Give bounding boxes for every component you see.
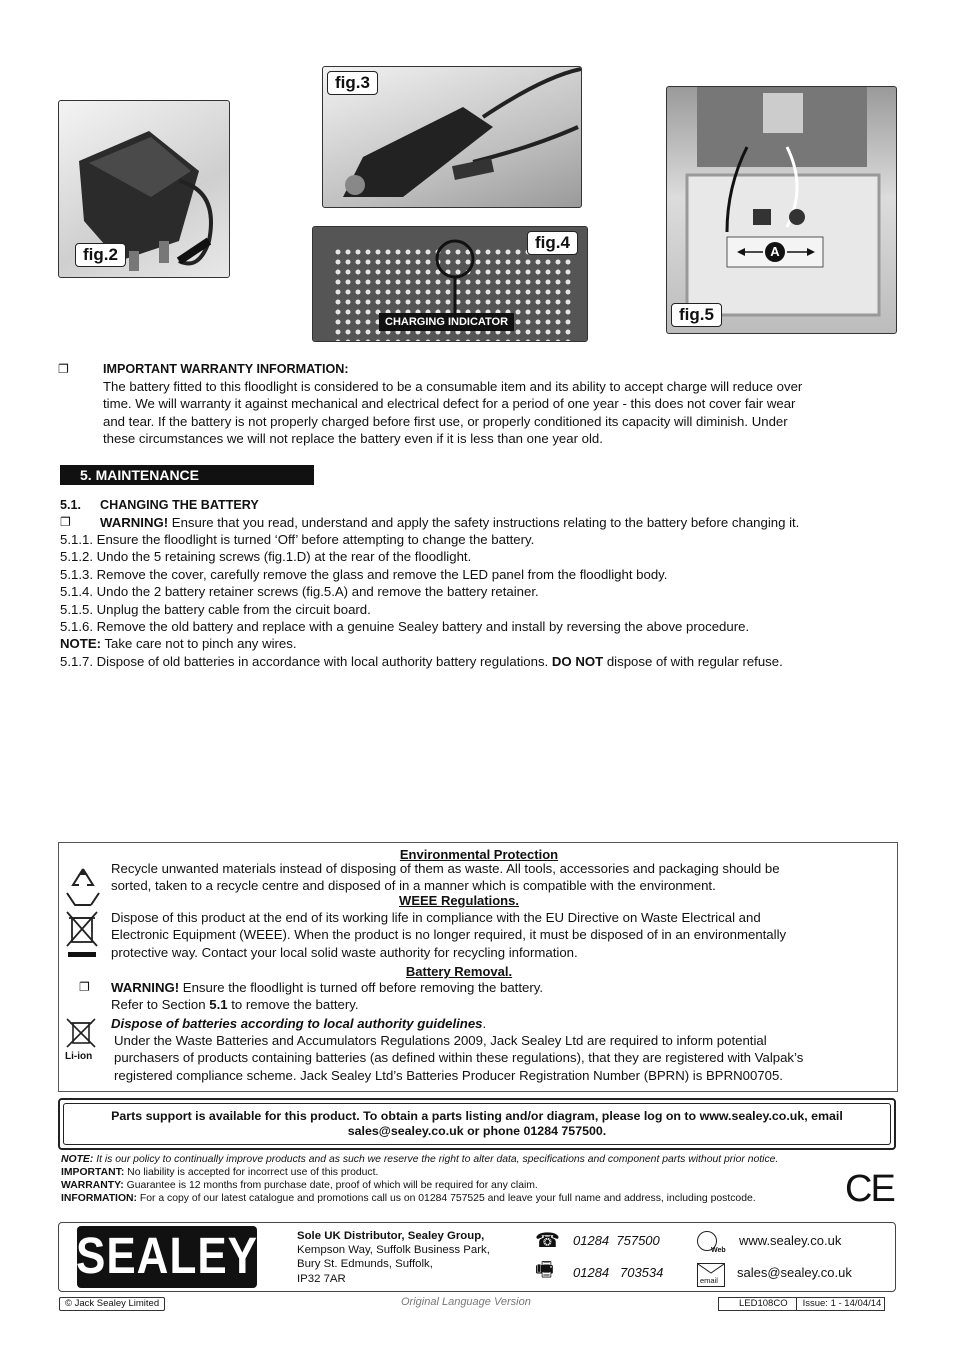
step-6: 5.1.6. Remove the old battery and replace with a genuine Sealey battery and install by reversing the above procedure. (60, 619, 750, 635)
maintenance-warning-text: Ensure that you read, understand and apply the safety instructions relating to the battery before changing it. (168, 515, 800, 530)
battery-refer-section: 5.1 (209, 997, 228, 1013)
step-7-text-a: 5.1.7. Dispose of old batteries in accordance with local authority battery regulations. (60, 653, 552, 669)
subsection-number: 5.1. (60, 498, 82, 512)
warranty-line-2: time. We will warranty it against mechanical and electrical defect for a period of one year - this does not cover fair wear (103, 396, 796, 412)
battery-warning-label: WARNING! (111, 980, 180, 995)
maintenance-note (60, 635, 900, 652)
charging-indicator-label: CHARGING INDICATOR (379, 313, 514, 331)
parts-line-1: Parts support is available for this product. To obtain a parts listing and/or diagram, please log on to www.sealey.co.uk, email (111, 1109, 843, 1123)
fig3-label: fig.3 (327, 71, 378, 95)
fig4-label: fig.4 (527, 231, 578, 255)
step-7-bold: DO NOT (551, 653, 604, 669)
battery-warning-bullet: ❐ (79, 980, 90, 994)
warranty-line-3: and tear. If the battery is not properly charged before first use, or properly conditioned its capacity will diminish. Under (103, 413, 788, 429)
phone-icon: ☎ (535, 1230, 560, 1252)
parts-line-2: sales@sealey.co.uk or phone 01284 757500. (347, 1124, 607, 1138)
address-line-1: Kempson Way, Suffolk Business Park, (297, 1244, 490, 1257)
information-label: INFORMATION: (61, 1193, 137, 1204)
battery-warning (111, 979, 891, 1014)
fig5-label: fig.5 (671, 303, 722, 327)
env-line-2: sorted, taken to a recycle centre and disposed of in a manner which is compatible with the environment. (111, 878, 716, 894)
battery-warning-text: Ensure the floodlight is turned off before removing the battery. (179, 980, 543, 995)
warranty-line-1: The battery fitted to this floodlight is considered to be a consumable item and its ability to accept charge will reduce over (103, 379, 803, 394)
model-issue-tag (718, 1297, 885, 1311)
regs-line-2: purchasers of products containing batteries (as defined within these regulations), that they are registered with Valpak’s (114, 1050, 804, 1066)
floodlight-open-image (667, 87, 897, 334)
regs-text (114, 1032, 894, 1084)
warranty-body (103, 378, 893, 448)
warranty-note (61, 1179, 538, 1192)
parts-support-box (58, 1098, 896, 1150)
maintenance-section-title: 5. MAINTENANCE (60, 465, 314, 485)
email-icon (697, 1263, 725, 1287)
policy-note-text: It is our policy to continually improve products and as such we reserve the right to alter data, specifications and component parts without prior notice. (93, 1154, 779, 1165)
parts-support-text (63, 1103, 891, 1145)
sealey-logo (77, 1226, 257, 1288)
email-link[interactable]: sales@sealey.co.uk (737, 1265, 852, 1280)
important-text: No liability is accepted for incorrect use of this product. (124, 1167, 379, 1178)
maintenance-warning-bullet: ❐ (60, 515, 71, 529)
step-7 (60, 653, 900, 670)
maintenance-warning-label: WARNING! (100, 515, 169, 530)
step-2: 5.1.2. Undo the 5 retaining screws (fig.1.D) at the rear of the floodlight. (60, 549, 472, 565)
fig2-label: fig.2 (75, 243, 126, 267)
address-line-2: Bury St. Edmunds, Suffolk, (297, 1258, 433, 1271)
warranty-note-text: Guarantee is 12 months from purchase date, proof of which will be required for any claim. (123, 1180, 538, 1191)
step-7-text-b: dispose of with regular refuse. (603, 653, 783, 669)
maintenance-steps (60, 531, 900, 670)
email-icon-label: email (700, 1276, 718, 1285)
policy-note (61, 1153, 778, 1166)
step-4: 5.1.4. Undo the 2 battery retainer screws (fig.5.A) and remove the battery retainer. (60, 584, 539, 600)
web-icon-label: Web (711, 1247, 726, 1254)
fig5-photo (666, 86, 897, 334)
sealey-logo-text: SEALEY (75, 1228, 259, 1285)
important-label: IMPORTANT: (61, 1167, 125, 1178)
information-note (61, 1192, 756, 1205)
battery-refer-a: Refer to Section (111, 997, 210, 1013)
web-icon (695, 1229, 727, 1257)
original-language-note: Original Language Version (401, 1296, 531, 1308)
fig3-photo (322, 66, 582, 208)
warranty-heading: IMPORTANT WARRANTY INFORMATION: (103, 362, 349, 376)
ce-mark: CE (845, 1168, 894, 1210)
weee-bin-icon (65, 910, 99, 960)
important-note (61, 1166, 378, 1179)
battery-bin-icon (63, 1017, 99, 1051)
battery-refer (111, 996, 891, 1013)
li-ion-label: Li-ion (65, 1051, 93, 1062)
env-title: Environmental Protection (399, 847, 559, 862)
battery-removal-title: Battery Removal. (405, 964, 513, 979)
footer-box (58, 1222, 896, 1292)
step-1: 5.1.1. Ensure the floodlight is turned ‘Off’ before attempting to change the battery. (60, 532, 535, 547)
fig2-photo (58, 100, 230, 278)
fig4-photo (312, 226, 588, 342)
fig5-marker-a: A (770, 244, 780, 259)
weee-line-3: protective way. Contact your local solid waste authority for recycling information. (111, 944, 578, 960)
battery-refer-b: to remove the battery. (227, 997, 359, 1013)
environment-box (58, 842, 898, 1092)
env-line-1: Recycle unwanted materials instead of disposing of them as waste. All tools, accessories and packaging should be (111, 861, 780, 876)
warranty-line-4: these circumstances we will not replace the battery even if it is less than one year old. (103, 431, 603, 447)
fax-number: 01284 703534 (573, 1265, 664, 1280)
maintenance-note-label: NOTE: (60, 636, 102, 652)
issue-number: Issue: 1 - 14/04/14 (802, 1298, 882, 1309)
regs-line-1: Under the Waste Batteries and Accumulators Regulations 2009, Jack Sealey Ltd are required to inform potential (114, 1033, 767, 1048)
battery-dispose (111, 1015, 891, 1032)
policy-note-label: NOTE: (61, 1154, 94, 1165)
model-number: LED108CO (719, 1298, 797, 1310)
phone-number: 01284 757500 (573, 1233, 660, 1248)
distributor-name: Sole UK Distributor, Sealey Group, (297, 1230, 485, 1242)
dispose-dot: . (482, 1016, 487, 1031)
step-3: 5.1.3. Remove the cover, carefully remove the glass and remove the LED panel from the floodlight body. (60, 566, 668, 582)
weee-title: WEEE Regulations. (399, 893, 519, 908)
dispose-italic: Dispose of batteries according to local authority guidelines (111, 1016, 483, 1031)
copyright-tag: © Jack Sealey Limited (59, 1297, 165, 1311)
distributor-address (297, 1229, 490, 1286)
maintenance-warning (100, 514, 900, 531)
weee-line-2: Electronic Equipment (WEEE). When the product is no longer required, it must be disposed of in an environmentally (111, 927, 787, 943)
information-text: For a copy of our latest catalogue and promotions call us on 01284 757525 and leave your full name and address, including postcode. (137, 1193, 756, 1204)
maintenance-note-text: Take care not to pinch any wires. (101, 636, 297, 652)
weee-line-1: Dispose of this product at the end of its working life in compliance with the EU Directive on Waste Electrical and (111, 910, 761, 925)
env-text (111, 860, 891, 895)
subsection-title: CHANGING THE BATTERY (100, 498, 259, 512)
website-link[interactable]: www.sealey.co.uk (739, 1233, 842, 1248)
address-line-3: IP32 7AR (297, 1272, 346, 1285)
warranty-note-label: WARRANTY: (61, 1180, 124, 1191)
regs-line-3: registered compliance scheme. Jack Sealey Ltd’s Batteries Producer Registration Number (BPRN) is BPRN00705. (114, 1067, 783, 1083)
warranty-bullet: ❐ (58, 362, 69, 376)
weee-text (111, 909, 891, 961)
fax-icon: 🖷 (535, 1259, 554, 1281)
step-5: 5.1.5. Unplug the battery cable from the circuit board. (60, 601, 371, 617)
